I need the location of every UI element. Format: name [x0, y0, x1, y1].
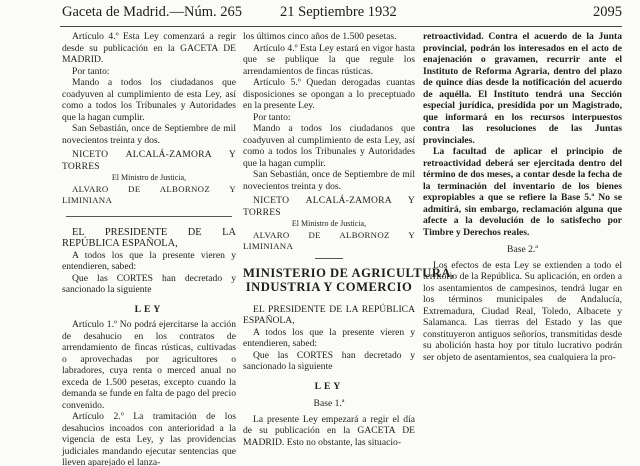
paragraph: Artículo 1.º No podrá ejercitarse la acción de desahucio en los contratos de arrendamiento de fincas rústicas, cultivadas o aprovechadas por agricultores o labradores, cuya renta o merced anual no exceda de 1.500 pesetas, excepto cuando la demanda se funde en falta de pago del precio convenido.: [62, 319, 236, 411]
minister-name: ALVARO DE ALBORNOZ Y LIMINIANA: [243, 229, 415, 251]
paragraph: Artículo 5.º Quedan derogadas cuantas disposiciones se opongan a lo preceptuado en la presente Ley.: [243, 77, 415, 111]
section-divider: [66, 216, 232, 217]
paragraph: San Sebastián, once de Septiembre de mil novecientos treinta y dos.: [62, 123, 236, 146]
ministry-heading: [243, 265, 455, 294]
paragraph: A todos los que la presente vieren y entendieren, sabed:: [62, 249, 236, 272]
law-heading: LEY: [134, 303, 164, 315]
minister-name: ALVARO DE ALBORNOZ Y LIMINIANA: [62, 183, 236, 205]
column-3: [423, 31, 622, 363]
paragraph: Por tanto:: [72, 65, 110, 77]
paragraph: Por tanto:: [253, 111, 291, 123]
gazette-title: Gaceta de Madrid.—Núm. 265: [62, 4, 242, 20]
paragraph: Mando a todos los ciudadanos que coadyuven al cumplimiento de esta Ley, así como a todos los Tribunales y Autoridades que la hagan cumplir.: [62, 77, 236, 123]
minister-title: El Ministro de Justicia,: [291, 219, 367, 228]
section-title: EL PRESIDENTE DE LA REPÚBLICA ESPAÑOLA,: [243, 303, 415, 326]
paragraph: Artículo 2.º La tramitación de los desahucios incoados con anterioridad a la vigencia de esta Ley, y las providencias judiciales mandando ejecutar sentencias que lleven aparejado el lanza-: [62, 411, 236, 466]
section-divider: [315, 258, 343, 259]
page-number: 2095: [593, 4, 622, 20]
paragraph: San Sebastián, once de Septiembre de mil novecientos treinta y dos.: [243, 169, 415, 192]
base-heading: Base 2.ª: [507, 244, 538, 255]
section-title: EL PRESIDENTE DE LA REPÚBLICA ESPAÑOLA,: [62, 226, 236, 249]
paragraph: A todos los que la presente vieren y entendieren, sabed:: [243, 326, 415, 349]
paragraph: Los efectos de esta Ley se extienden a todo el territorio de la República. Su aplicación, en orden a los asentamientos de campesinos, tendrá lugar en los términos municipales de Andalucía, Extremadura, Ciudad Real, Toledo, Albacete y Salamanca. Las tierras del Estado y las que constituyeron antiguos señoríos, transmitidas desde su abolición hasta hoy por título lucrativo podrán ser objeto de asentamientos, sea cualquiera la pro-: [423, 259, 622, 363]
minister-title: El Ministro de Justicia,: [111, 173, 187, 182]
paragraph: La presente Ley empezará a regir el día de su publicación en la GACETA DE MADRID. Esto no obstante, las situacio-: [243, 413, 415, 448]
paragraph: retroactividad. Contra el acuerdo de la Junta provincial, podrán los interesados en el acto de enajenación o gravamen, recurrir ante el Instituto de Reforma Agraria, dentro del plazo de quince días desde la notificación del acuerdo de aquélla. El Instituto tendrá una Sección especial jurídica, presidida por un Magistrado, que informará en los recursos interpuestos contra las resoluciones de las Juntas provinciales.: [423, 31, 622, 146]
paragraph: Artículo 4.º Esta Ley comenzará a regir desde su publicación en la GACETA DE MADRID.: [62, 31, 236, 65]
page-header: [62, 4, 622, 26]
base-heading: Base 1.ª: [313, 398, 345, 409]
paragraph: La facultad de aplicar el principio de retroactividad deberá ser ejercitada dentro del término de dos meses, a contar desde la fecha de la terminación del inventario de los bienes expropiables a que se refiere la Base 5.ª No se admitirá, sin embargo, reclamación alguna que afecte a la devolución de lo satisfecho por Timbre y Derechos reales.: [423, 146, 622, 238]
paragraph: Que las CORTES han decretado y sancionado la siguiente: [243, 349, 415, 372]
ministry-line: MINISTERIO DE AGRICULTURA,: [243, 265, 455, 280]
ministry-line: INDUSTRIA Y COMERCIO: [245, 279, 413, 294]
signature: NICETO ALCALÁ-ZAMORA Y TORRES: [62, 149, 236, 172]
paragraph: Artículo 4.º Esta Ley estará en vigor hasta que se publique la que regule los arrendamientos de fincas rústicas.: [243, 42, 415, 77]
paragraph: los últimos cinco años de 1.500 pesetas.: [243, 31, 397, 42]
signature: NICETO ALCALÁ-ZAMORA Y TORRES: [243, 195, 415, 218]
issue-date: 21 Septiembre 1932: [280, 4, 397, 20]
column-1: [62, 31, 236, 466]
law-heading: LEY: [314, 380, 344, 392]
paragraph: Que las CORTES han decretado y sancionado la siguiente: [62, 272, 236, 295]
paragraph: Mando a todos los ciudadanos que coadyuven al cumplimiento de esta Ley, así como a todos los Tribunales y Autoridades que la hagan cumplir.: [243, 123, 415, 169]
header-rule: [60, 26, 622, 27]
column-2: [243, 31, 455, 448]
